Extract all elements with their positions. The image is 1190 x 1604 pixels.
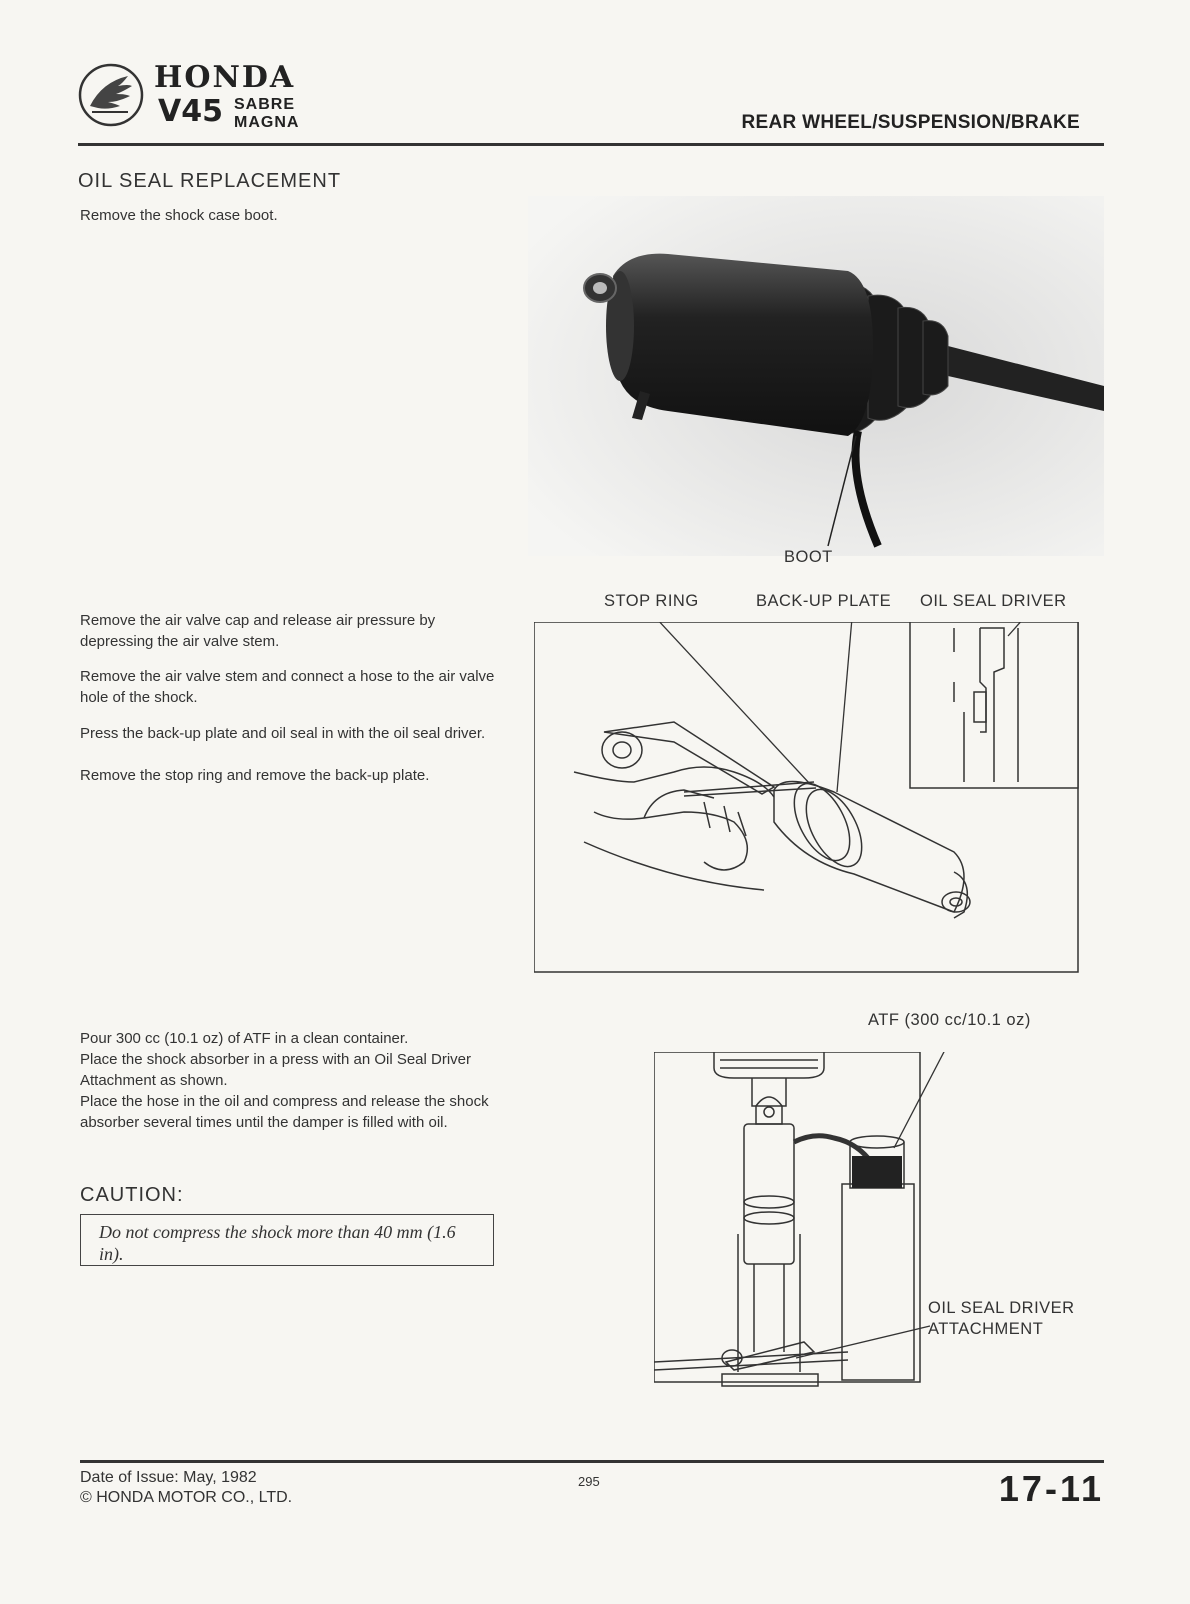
step-air-valve-cap: Remove the air valve cap and release air pressure by depressing the air valve stem. [80,612,436,650]
label-attachment-line1: OIL SEAL DRIVER [928,1299,1075,1317]
press-atf-figure [654,1052,948,1414]
label-oil-seal-driver: OIL SEAL DRIVER [920,592,1067,610]
section-title: REAR WHEEL/SUSPENSION/BRAKE [741,112,1080,133]
issue-date: Date of Issue: May, 1982 [80,1469,257,1486]
caution-title: CAUTION: [80,1184,184,1206]
step-place-hose: Place the hose in the oil and compress and release the shock absorber several times until the damper is filled with oil. [80,1093,489,1131]
variant-magna: MAGNA [234,114,300,131]
header-divider [78,143,1104,146]
page-number: 17-11 [998,1468,1104,1509]
brand-name: HONDA [154,60,296,95]
copyright: © HONDA MOTOR CO., LTD. [80,1489,293,1506]
footer-divider [80,1460,1104,1463]
label-attachment-line2: ATTACHMENT [928,1320,1044,1338]
label-boot: BOOT [784,548,833,566]
label-stop-ring: STOP RING [604,592,699,610]
step-remove-boot: Remove the shock case boot. [80,207,278,224]
caution-box: Do not compress the shock more than 40 mm (1.6 in). [80,1214,494,1266]
page-heading: OIL SEAL REPLACEMENT [78,170,342,192]
step-press-plate: Press the back-up plate and oil seal in with the oil seal driver. [80,725,486,742]
step-pour-atf: Pour 300 cc (10.1 oz) of ATF in a clean container. [80,1030,409,1047]
model-variants [234,96,299,132]
step-air-valve-stem: Remove the air valve stem and connect a hose to the air valve hole of the shock. [80,668,495,706]
shock-boot-photo [528,196,1104,556]
honda-logo [78,56,358,136]
step-stop-ring: Remove the stop ring and remove the back-up plate. [80,767,430,784]
footer-issue-info [80,1468,292,1508]
sheet-number: 295 [578,1474,600,1489]
wing-emblem-icon [78,62,144,128]
press-backup-plate-figure [534,622,1102,986]
label-backup-plate: BACK-UP PLATE [756,592,892,610]
model-name: V45 [158,94,223,129]
variant-sabre: SABRE [234,96,296,113]
step-place-press: Place the shock absorber in a press with an Oil Seal Driver Attachment as shown. [80,1051,472,1089]
label-atf: ATF (300 cc/10.1 oz) [868,1011,1031,1029]
